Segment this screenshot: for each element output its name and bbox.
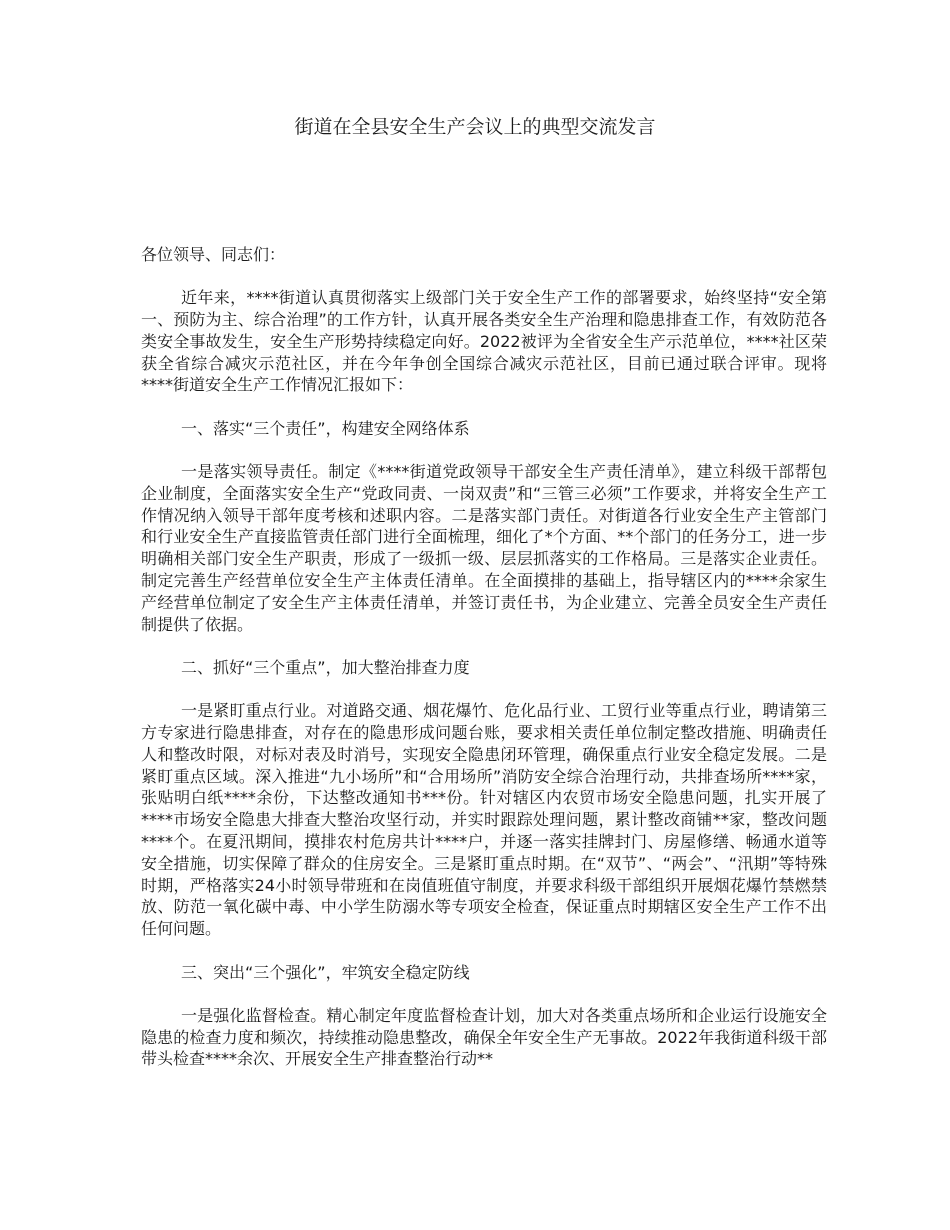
paragraph-intro: 近年来，****街道认真贯彻落实上级部门关于安全生产工作的部署要求，始终坚持“安全第一、预防为主、综合治理”的工作方针，认真开展各类安全生产治理和隐患排查工作，有效防范各类安全事故发生，安全生产形势持续稳定向好。2022被评为全省安全生产示范单位，****社区荣获全省综合减灾示范社区，并在今年争创全国综合减灾示范社区，目前已通过联合评审。现将****街道安全生产工作情况汇报如下： [141, 288, 827, 395]
paragraph-section-3: 一是强化监督检查。精心制定年度监督检查计划，加大对各类重点场所和企业运行设施安全隐患的检查力度和频次，持续推动隐患整改，确保全年安全生产无事故。2022年我街道科级干部带头检查****余次、开展安全生产排查整治行动** [141, 1005, 827, 1069]
section-heading-3: 三、突出“三个强化”，牢筑安全稳定防线 [181, 962, 470, 982]
document-title: 街道在全县安全生产会议上的典型交流发言 [294, 116, 656, 138]
salutation: 各位领导、同志们： [141, 245, 286, 264]
paragraph-section-1: 一是落实领导责任。制定《****街道党政领导干部安全生产责任清单》，建立科级干部帮包企业制度，全面落实安全生产“党政同责、一岗双责”和“三管三必须”工作要求，并将安全生产工作情况纳入领导干部年度考核和述职内容。二是落实部门责任。对街道各行业安全生产主管部门和行业安全生产直接监管责任部门进行全面梳理，细化了*个方面、**个部门的任务分工，进一步明确相关部门安全生产职责，形成了一级抓一级、层层抓落实的工作格局。三是落实企业责任。制定完善生产经营单位安全生产主体责任清单。在全面摸排的基础上，指导辖区内的****余家生产经营单位制定了安全生产主体责任清单，并签订责任书，为企业建立、完善全员安全生产责任制提供了依据。 [141, 462, 827, 634]
document-body [141, 244, 827, 1092]
section-heading-1: 一、落实“三个责任”，构建安全网络体系 [181, 418, 470, 438]
section-heading-2: 二、抓好“三个重点”，加大整治排查力度 [181, 657, 470, 677]
paragraph-section-2: 一是紧盯重点行业。对道路交通、烟花爆竹、危化品行业、工贸行业等重点行业，聘请第三方专家进行隐患排查，对存在的隐患形成问题台账，要求相关责任单位制定整改措施、明确责任人和整改时限，对标对表及时消号，实现安全隐患闭环管理，确保重点行业安全稳定发展。二是紧盯重点区域。深入推进“九小场所”和“合用场所”消防安全综合治理行动，共排查场所****家，张贴明白纸****余份，下达整改通知书***份。针对辖区内农贸市场安全隐患问题，扎实开展了****市场安全隐患大排查大整治攻坚行动，并实时跟踪处理问题，累计整改商铺**家，整改问题****个。在夏汛期间，摸排农村危房共计****户，并逐一落实挂牌封门、房屋修缮、畅通水道等安全措施，切实保障了群众的住房安全。三是紧盯重点时期。在“双节”、“两会”、“汛期”等特殊时期，严格落实24小时领导带班和在岗值班值守制度，并要求科级干部组织开展烟花爆竹禁燃禁放、防范一氧化碳中毒、中小学生防溺水等专项安全检查，保证重点时期辖区安全生产工作不出任何问题。 [141, 701, 827, 939]
